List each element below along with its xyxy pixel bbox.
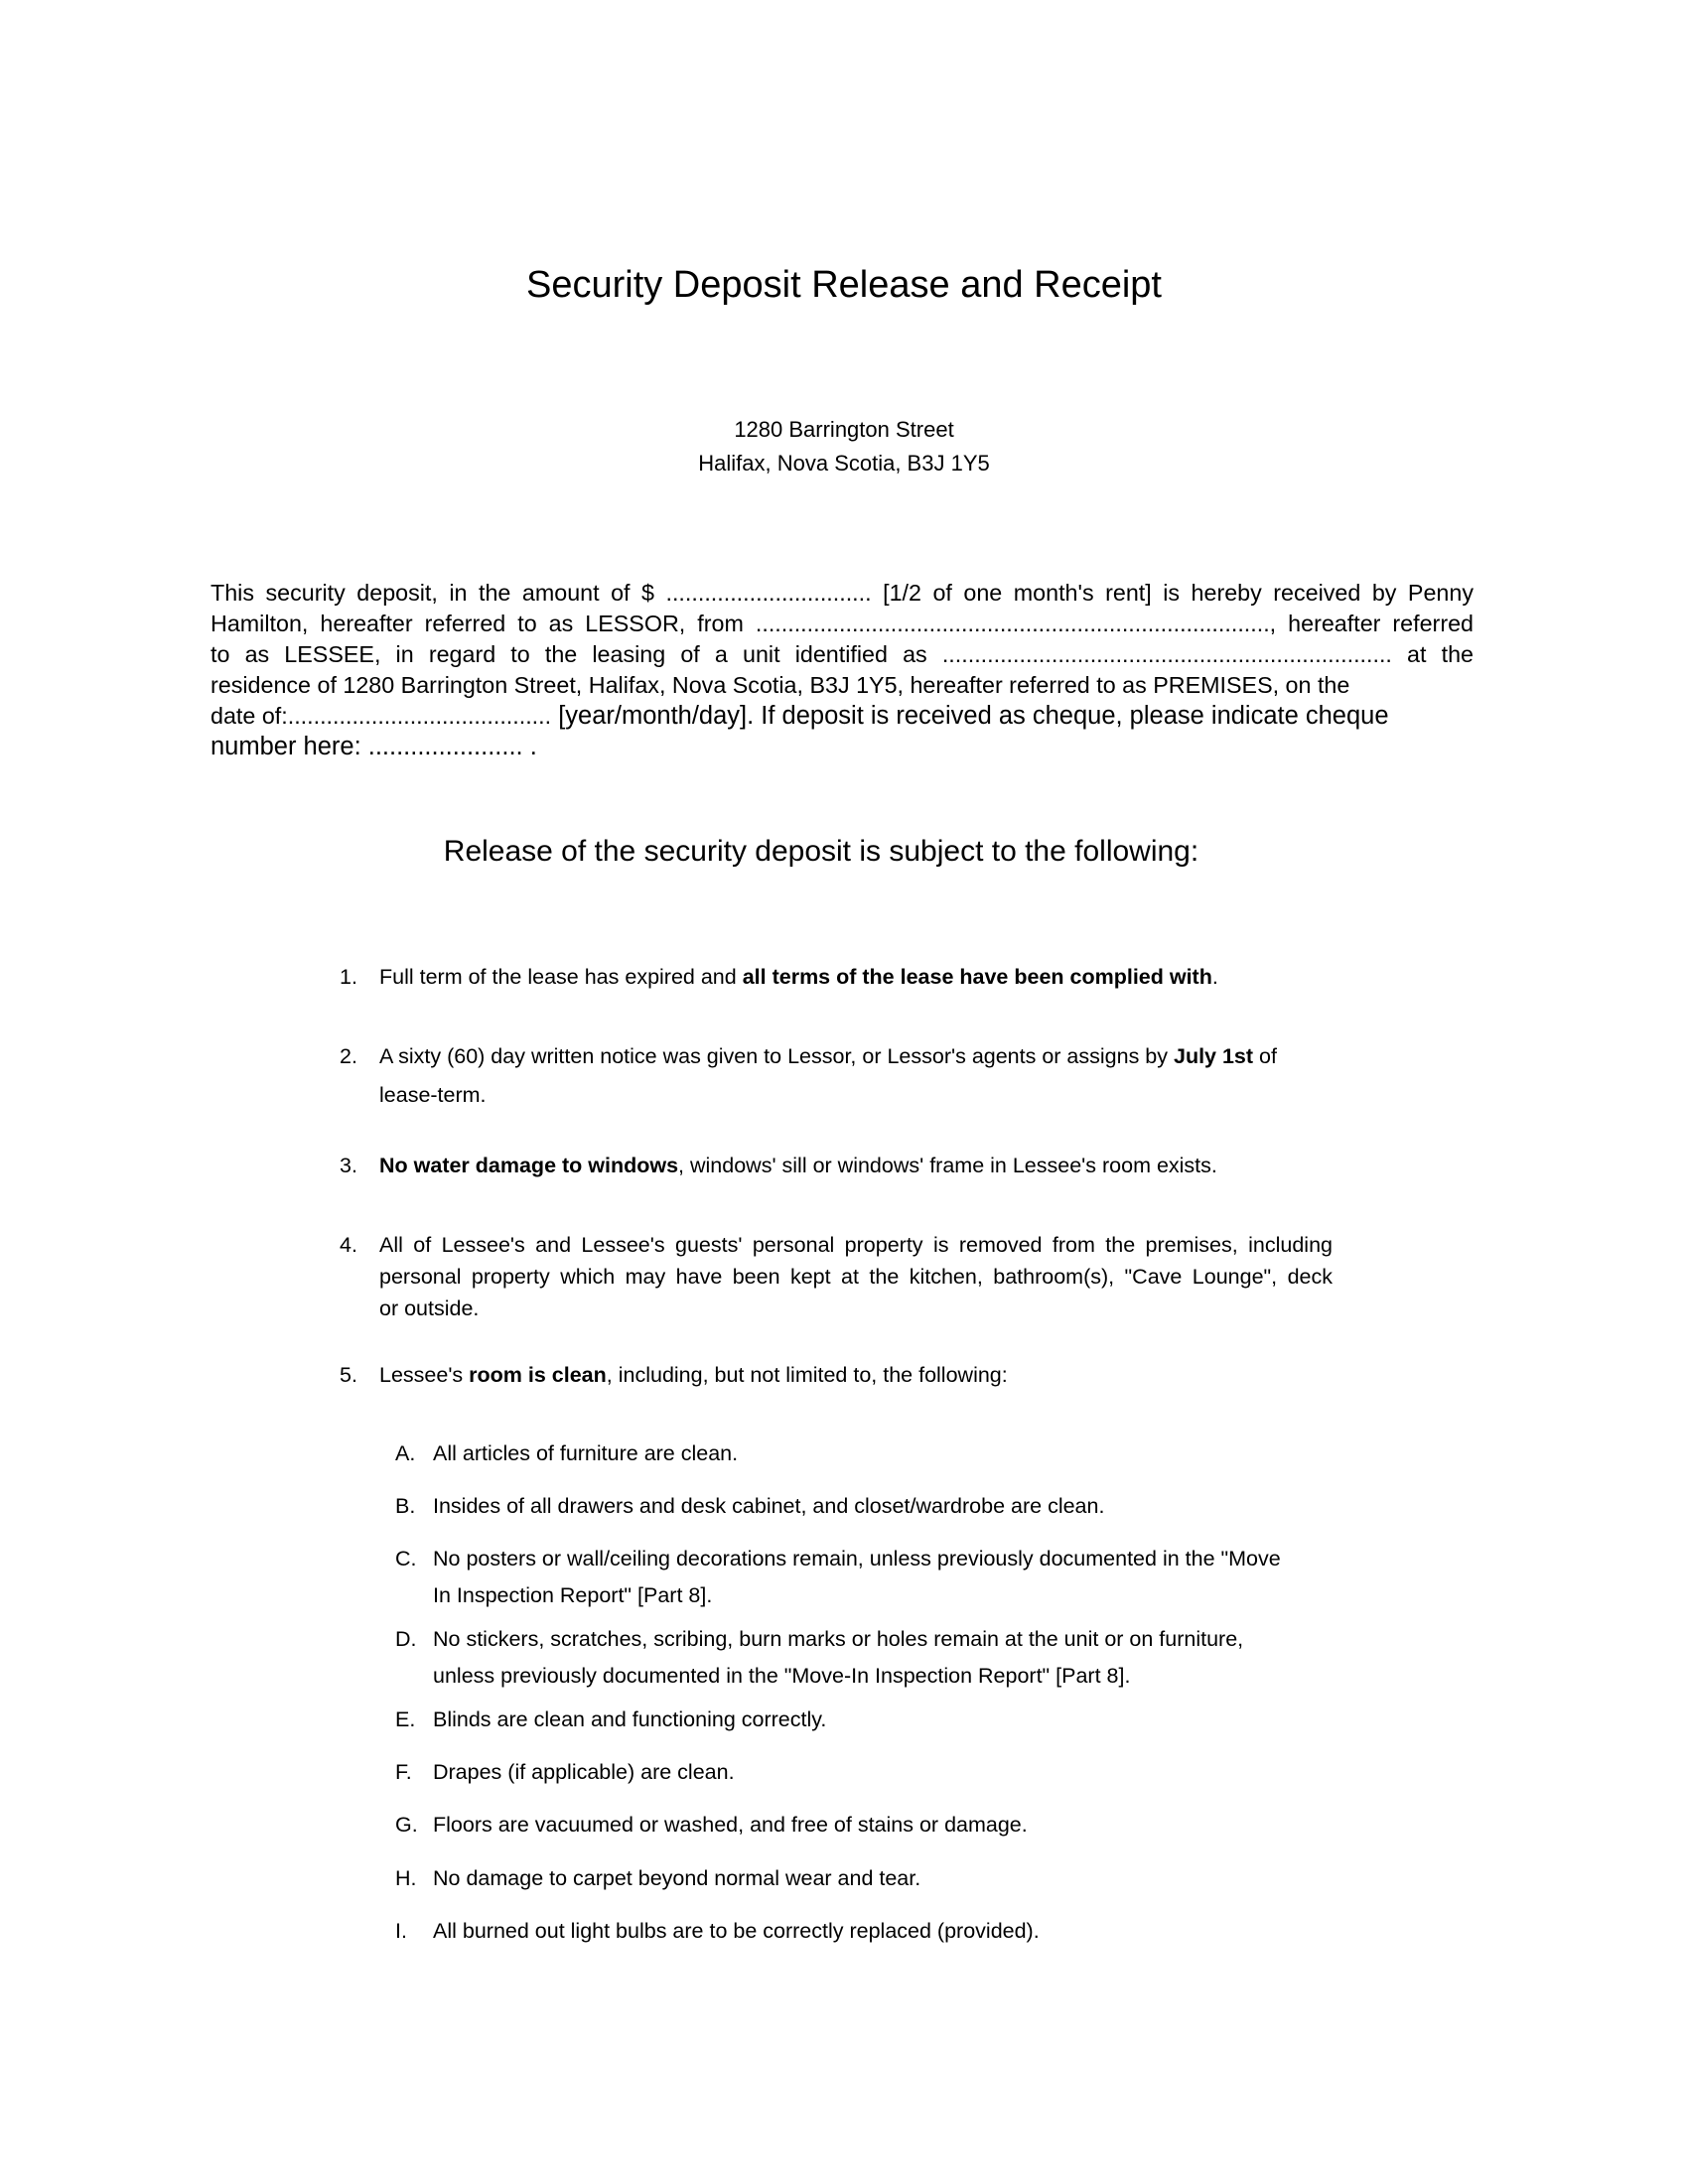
condition-number: 1. [340,965,357,989]
cleaning-item-text: No stickers, scratches, scribing, burn marks or holes remain at the unit or on furniture, [433,1627,1244,1651]
intro-line [211,701,1474,732]
cleaning-item-letter: E. [395,1707,416,1731]
cleaning-item [395,1913,1348,1950]
cleaning-item-letter: B. [395,1494,416,1518]
condition-item [340,1037,1333,1115]
cleaning-item [395,1702,1348,1738]
condition-text [379,1037,1333,1115]
address-line-2: Halifax, Nova Scotia, B3J 1Y5 [698,451,990,476]
cleaning-item [395,1754,1348,1791]
cleaning-item-text: No damage to carpet beyond normal wear and tear. [433,1866,921,1890]
condition-text-plain: Full term of the lease has expired and [379,965,743,989]
cleaning-item-text: Floors are vacuumed or washed, and free of stains or damage. [433,1813,1028,1837]
condition-text-plain: Lessee's [379,1363,470,1387]
condition-text-plain: personal property which may have been kept at the kitchen, bathroom(s), "Cave Lounge", deck [379,1265,1333,1289]
condition-item [340,1150,1333,1181]
date-field: date of:......................................... [211,703,552,729]
condition-number: 2. [340,1044,357,1068]
condition-text-bold: room is clean [469,1363,607,1387]
cleaning-item [395,1807,1348,1843]
condition-number: 4. [340,1233,357,1257]
condition-text [379,1229,1333,1324]
cleaning-item-text: All burned out light bulbs are to be correctly replaced (provided). [433,1919,1040,1943]
condition-text [379,1359,1333,1391]
page-title: Security Deposit Release and Receipt [525,264,1162,306]
intro-line: number here: ...................... . [211,733,537,760]
intro-line: to as LESSEE, in regard to the leasing of a unit identified as ...................................................................... at the [211,641,1474,667]
condition-text-bold: all terms of the lease have been complied with [742,965,1212,989]
cleaning-item-text: Drapes (if applicable) are clean. [433,1760,735,1784]
condition-text-plain: All of Lessee's and Lessee's guests' personal property is removed from the premises, including [379,1233,1333,1257]
condition-text-plain: A sixty (60) day written notice was given to Lessor, or Lessor's agents or assigns by [379,1044,1174,1068]
condition-text-plain: lease-term. [379,1083,487,1107]
intro-line: This security deposit, in the amount of $ ................................ [1/2 of one month's rent] is hereby received by Penny [211,580,1474,606]
cleaning-item-text: unless previously documented in the "Move-In Inspection Report" [Part 8]. [433,1664,1131,1688]
condition-item [340,1359,1333,1391]
condition-item [340,1229,1333,1324]
condition-item [340,961,1333,993]
condition-number: 3. [340,1154,357,1177]
intro-line: Hamilton, hereafter referred to as LESSOR, from ................................................................................, hereafter referred [211,611,1474,636]
intro-paragraph [211,578,1474,762]
cleaning-item-text: All articles of furniture are clean. [433,1441,739,1465]
condition-text-plain: or outside. [379,1297,480,1320]
address-line-1: 1280 Barrington Street [734,417,954,442]
cleaning-item-letter: D. [395,1627,417,1651]
cleaning-item-text: Insides of all drawers and desk cabinet, and closet/wardrobe are clean. [433,1494,1105,1518]
cleaning-item [395,1860,1348,1897]
condition-text-bold: No water damage to windows [379,1154,679,1177]
cleaning-item [395,1621,1348,1695]
cleaning-item-letter: F. [395,1760,412,1784]
condition-text-bold: July 1st [1173,1044,1254,1068]
condition-text-plain: of [1253,1044,1277,1068]
cleaning-item [395,1541,1348,1614]
condition-text-plain: , including, but not limited to, the following: [606,1363,1008,1387]
condition-text-plain: , windows' sill or windows' frame in Lessee's room exists. [678,1154,1217,1177]
cleaning-item-text: Blinds are clean and functioning correctly. [433,1707,827,1731]
cleaning-item [395,1488,1348,1525]
cleaning-item-letter: C. [395,1547,417,1570]
cleaning-item-text: No posters or wall/ceiling decorations remain, unless previously documented in the "Move [433,1547,1281,1570]
condition-text [379,1150,1333,1181]
condition-text-plain: . [1211,965,1218,989]
cleaning-item-letter: H. [395,1866,417,1890]
cleaning-item-letter: A. [395,1441,416,1465]
cleaning-item [395,1435,1348,1472]
intro-line: residence of 1280 Barrington Street, Halifax, Nova Scotia, B3J 1Y5, hereafter referred to as PREMISES, on the [211,672,1350,698]
cleaning-item-text: In Inspection Report" [Part 8]. [433,1583,713,1607]
conditions-heading: Release of the security deposit is subject to the following: [443,835,1199,868]
condition-text [379,961,1333,993]
condition-number: 5. [340,1363,357,1387]
cleaning-item-letter: I. [395,1919,407,1943]
cleaning-item-letter: G. [395,1813,418,1837]
cheque-instruction: [year/month/day]. If deposit is received as cheque, please indicate cheque [551,702,1389,730]
